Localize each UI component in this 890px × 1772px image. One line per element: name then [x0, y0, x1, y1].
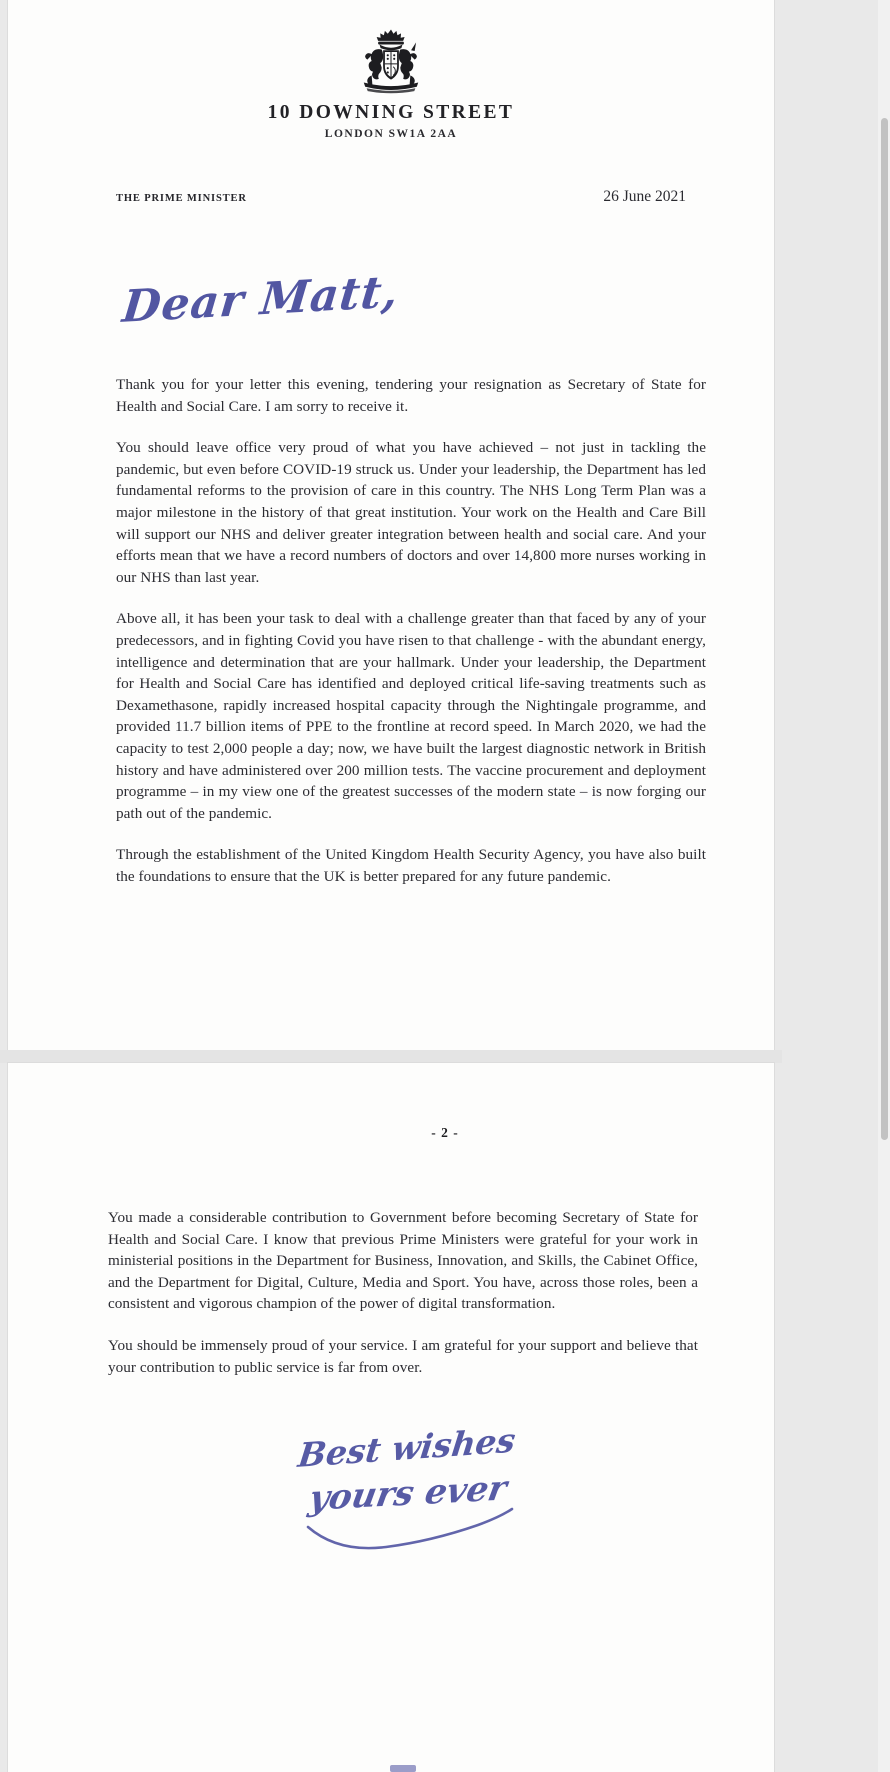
handwritten-salutation: Dear Matt,: [120, 266, 402, 333]
page-separator: [0, 1050, 782, 1063]
letter-meta-row: [116, 188, 686, 206]
signature-bottom-edge-mark: [390, 1765, 416, 1772]
sender-title: THE PRIME MINISTER: [116, 193, 247, 204]
letter-date: 26 June 2021: [603, 188, 686, 205]
handwritten-signature-line-two: yours ever: [306, 1468, 510, 1519]
letterhead: [8, 102, 774, 140]
paragraph: You made a considerable contribution to Government before becoming Secretary of State for Health and Social Care. I know that previous Prime Ministers were grateful for your work in ministerial positions in the Department for Business, Innovation, and Skills, the Cabinet Office, and the Department for Digital, Culture, Media and Sport. You have, across those roles, been a consistent and vigorous champion of the power of digital transformation.: [108, 1209, 698, 1313]
vertical-scrollbar-thumb[interactable]: [881, 118, 888, 1140]
paragraph: Above all, it has been your task to deal with a challenge greater than that faced by any of your predecessors, and in fighting Covid you have risen to that challenge - with the abundant energy, intelligence and determination that are your hallmark. Under your leadership, the Department for Health and Social Care has identified and deployed critical life-saving treatments such as Dexamethasone, rapidly increased hospital capacity through the Nightingale programme, and provided 11.7 billion items of PPE to the frontline at record speed. In March 2020, we had the capacity to test 2,000 people a day; now, we have built the largest diagnostic network in British history and have administered over 200 million tests. The vaccine procurement and deployment programme – in my view one of the greatest successes of the modern state – is now forging our path out of the pandemic.: [116, 610, 706, 822]
page-two-body: [108, 1207, 698, 1378]
paragraph: You should leave office very proud of what you have achieved – not just in tackling the pandemic, but even before COVID-19 struck us. Under your leadership, the Department has led fundamental reforms to the provision of care in this country. The NHS Long Term Plan was a major milestone in the history of that great institution. Your work on the Health and Care Bill will support our NHS and deliver greater integration between health and social care. And your efforts mean that we have a record numbers of doctors and over 14,800 more nurses working in our NHS than last year.: [116, 439, 706, 586]
paragraph: Thank you for your letter this evening, tendering your resignation as Secretary of State for Health and Social Care. I am sorry to receive it.: [116, 376, 706, 415]
royal-coat-of-arms-icon: [348, 28, 434, 94]
document-page-1: [8, 0, 774, 1050]
paragraph: Through the establishment of the United Kingdom Health Security Agency, you have also built the foundations to ensure that the UK is better prepared for any future pandemic.: [116, 846, 706, 885]
vertical-scrollbar-track[interactable]: [878, 0, 890, 1772]
page-one-body: [116, 374, 706, 887]
handwritten-signature-line-one: Best wishes: [296, 1420, 518, 1475]
letterhead-address: LONDON SW1A 2AA: [324, 127, 458, 140]
paragraph: You should be immensely proud of your service. I am grateful for your support and believe that your contribution to public service is far from over.: [108, 1336, 698, 1376]
letterhead-street: 10 DOWNING STREET: [267, 102, 515, 123]
page-number-marker: - 2 -: [431, 1125, 459, 1140]
document-page-2: [8, 1063, 774, 1772]
crest-container: [8, 28, 774, 94]
